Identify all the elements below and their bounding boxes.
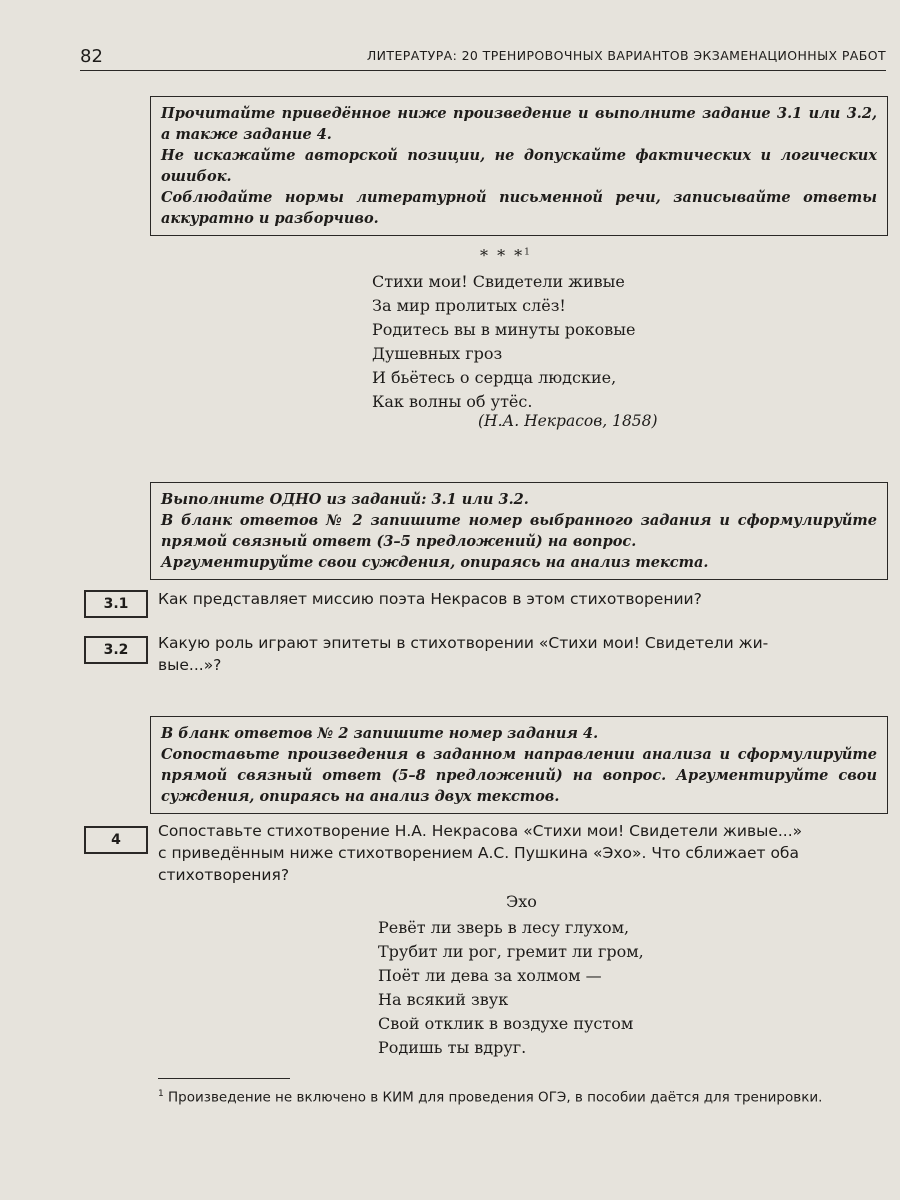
poem1-attribution: (Н.А. Некрасов, 1858) — [478, 412, 658, 430]
question-4-line: стихотворения? — [158, 866, 290, 884]
question-4-line: Сопоставьте стихотворение Н.А. Некрасова «Стихи мои! Свидетели живые...» — [158, 822, 803, 840]
question-3-1-text: Как представляет миссию поэта Некрасов в этом стихотворении? — [158, 590, 702, 608]
footnote — [158, 1084, 888, 1108]
poem1-line: Душевных гроз — [372, 344, 503, 363]
poem1-line: Как волны об утёс. — [372, 392, 533, 411]
poem1-asterisks: * * * — [480, 246, 525, 265]
page-number: 82 — [80, 46, 103, 67]
question-3-2-line: вые...»? — [158, 656, 222, 674]
question-3-2-line: Какую роль играют эпитеты в стихотворении «Стихи мои! Свидетели жи- — [158, 634, 769, 652]
task-paragraph: В бланк ответов № 2 запишите номер задания 4. — [161, 725, 599, 742]
poem2-line: Поёт ли дева за холмом — — [378, 966, 602, 985]
poem2-line: Ревёт ли зверь в лесу глухом, — [378, 918, 630, 937]
running-title: ЛИТЕРАТУРА: 20 ТРЕНИРОВОЧНЫХ ВАРИАНТОВ ЭКЗАМЕНАЦИОННЫХ РАБОТ — [366, 48, 886, 63]
footnote-number: 1 — [158, 1089, 164, 1099]
task-box-1 — [150, 482, 888, 580]
task-paragraph: Выполните ОДНО из заданий: 3.1 или 3.2. — [161, 491, 529, 508]
footnote-divider — [158, 1078, 290, 1079]
task-paragraph: Аргументируйте свои суждения, опираясь на анализ текста. — [161, 554, 709, 571]
footnote-marker: 1 — [524, 247, 532, 258]
task-paragraph: Сопоставьте произведения в заданном направлении анализа и сформулируйте прямой связный ответ (5–8 предложений) на вопрос. Аргументируйте свои суждения, опираясь на анализ двух текстов. — [161, 746, 877, 805]
instructions-paragraph: Соблюдайте нормы литературной письменной речи, записывайте ответы аккуратно и разборчиво. — [161, 189, 877, 227]
poem2-line: Свой отклик в воздухе пустом — [378, 1014, 634, 1033]
question-number-3-2: 3.2 — [84, 636, 148, 664]
footnote-text: Произведение не включено в КИМ для проведения ОГЭ, в пособии даётся для тренировки. — [168, 1089, 823, 1106]
instructions-paragraph: Не искажайте авторской позиции, не допускайте фактических и логических ошибок. — [161, 147, 877, 185]
question-4-line: с приведённым ниже стихотворением А.С. Пушкина «Эхо». Что сближает оба — [158, 844, 799, 862]
poem2-line: Трубит ли рог, гремит ли гром, — [378, 942, 644, 961]
poem2-title: Эхо — [506, 892, 537, 911]
poem1-line: Стихи мои! Свидетели живые — [372, 272, 625, 291]
question-number-3-1: 3.1 — [84, 590, 148, 618]
question-number-4: 4 — [84, 826, 148, 854]
instructions-box — [150, 96, 888, 236]
poem2-line: На всякий звук — [378, 990, 509, 1009]
poem1-line: За мир пролитых слёз! — [372, 296, 566, 315]
task-paragraph: В бланк ответов № 2 запишите номер выбранного задания и сформулируйте прямой связный ответ (3–5 предложений) на вопрос. — [161, 512, 877, 550]
poem1-line: Родитесь вы в минуты роковые — [372, 320, 636, 339]
page-header — [80, 44, 886, 71]
instructions-paragraph: Прочитайте приведённое ниже произведение и выполните задание 3.1 или 3.2, а также задание 4. — [161, 105, 877, 143]
task-box-2 — [150, 716, 888, 814]
poem1-title — [480, 246, 532, 265]
poem2-line: Родишь ты вдруг. — [378, 1038, 527, 1057]
poem1-line: И бьётесь о сердца людские, — [372, 368, 617, 387]
